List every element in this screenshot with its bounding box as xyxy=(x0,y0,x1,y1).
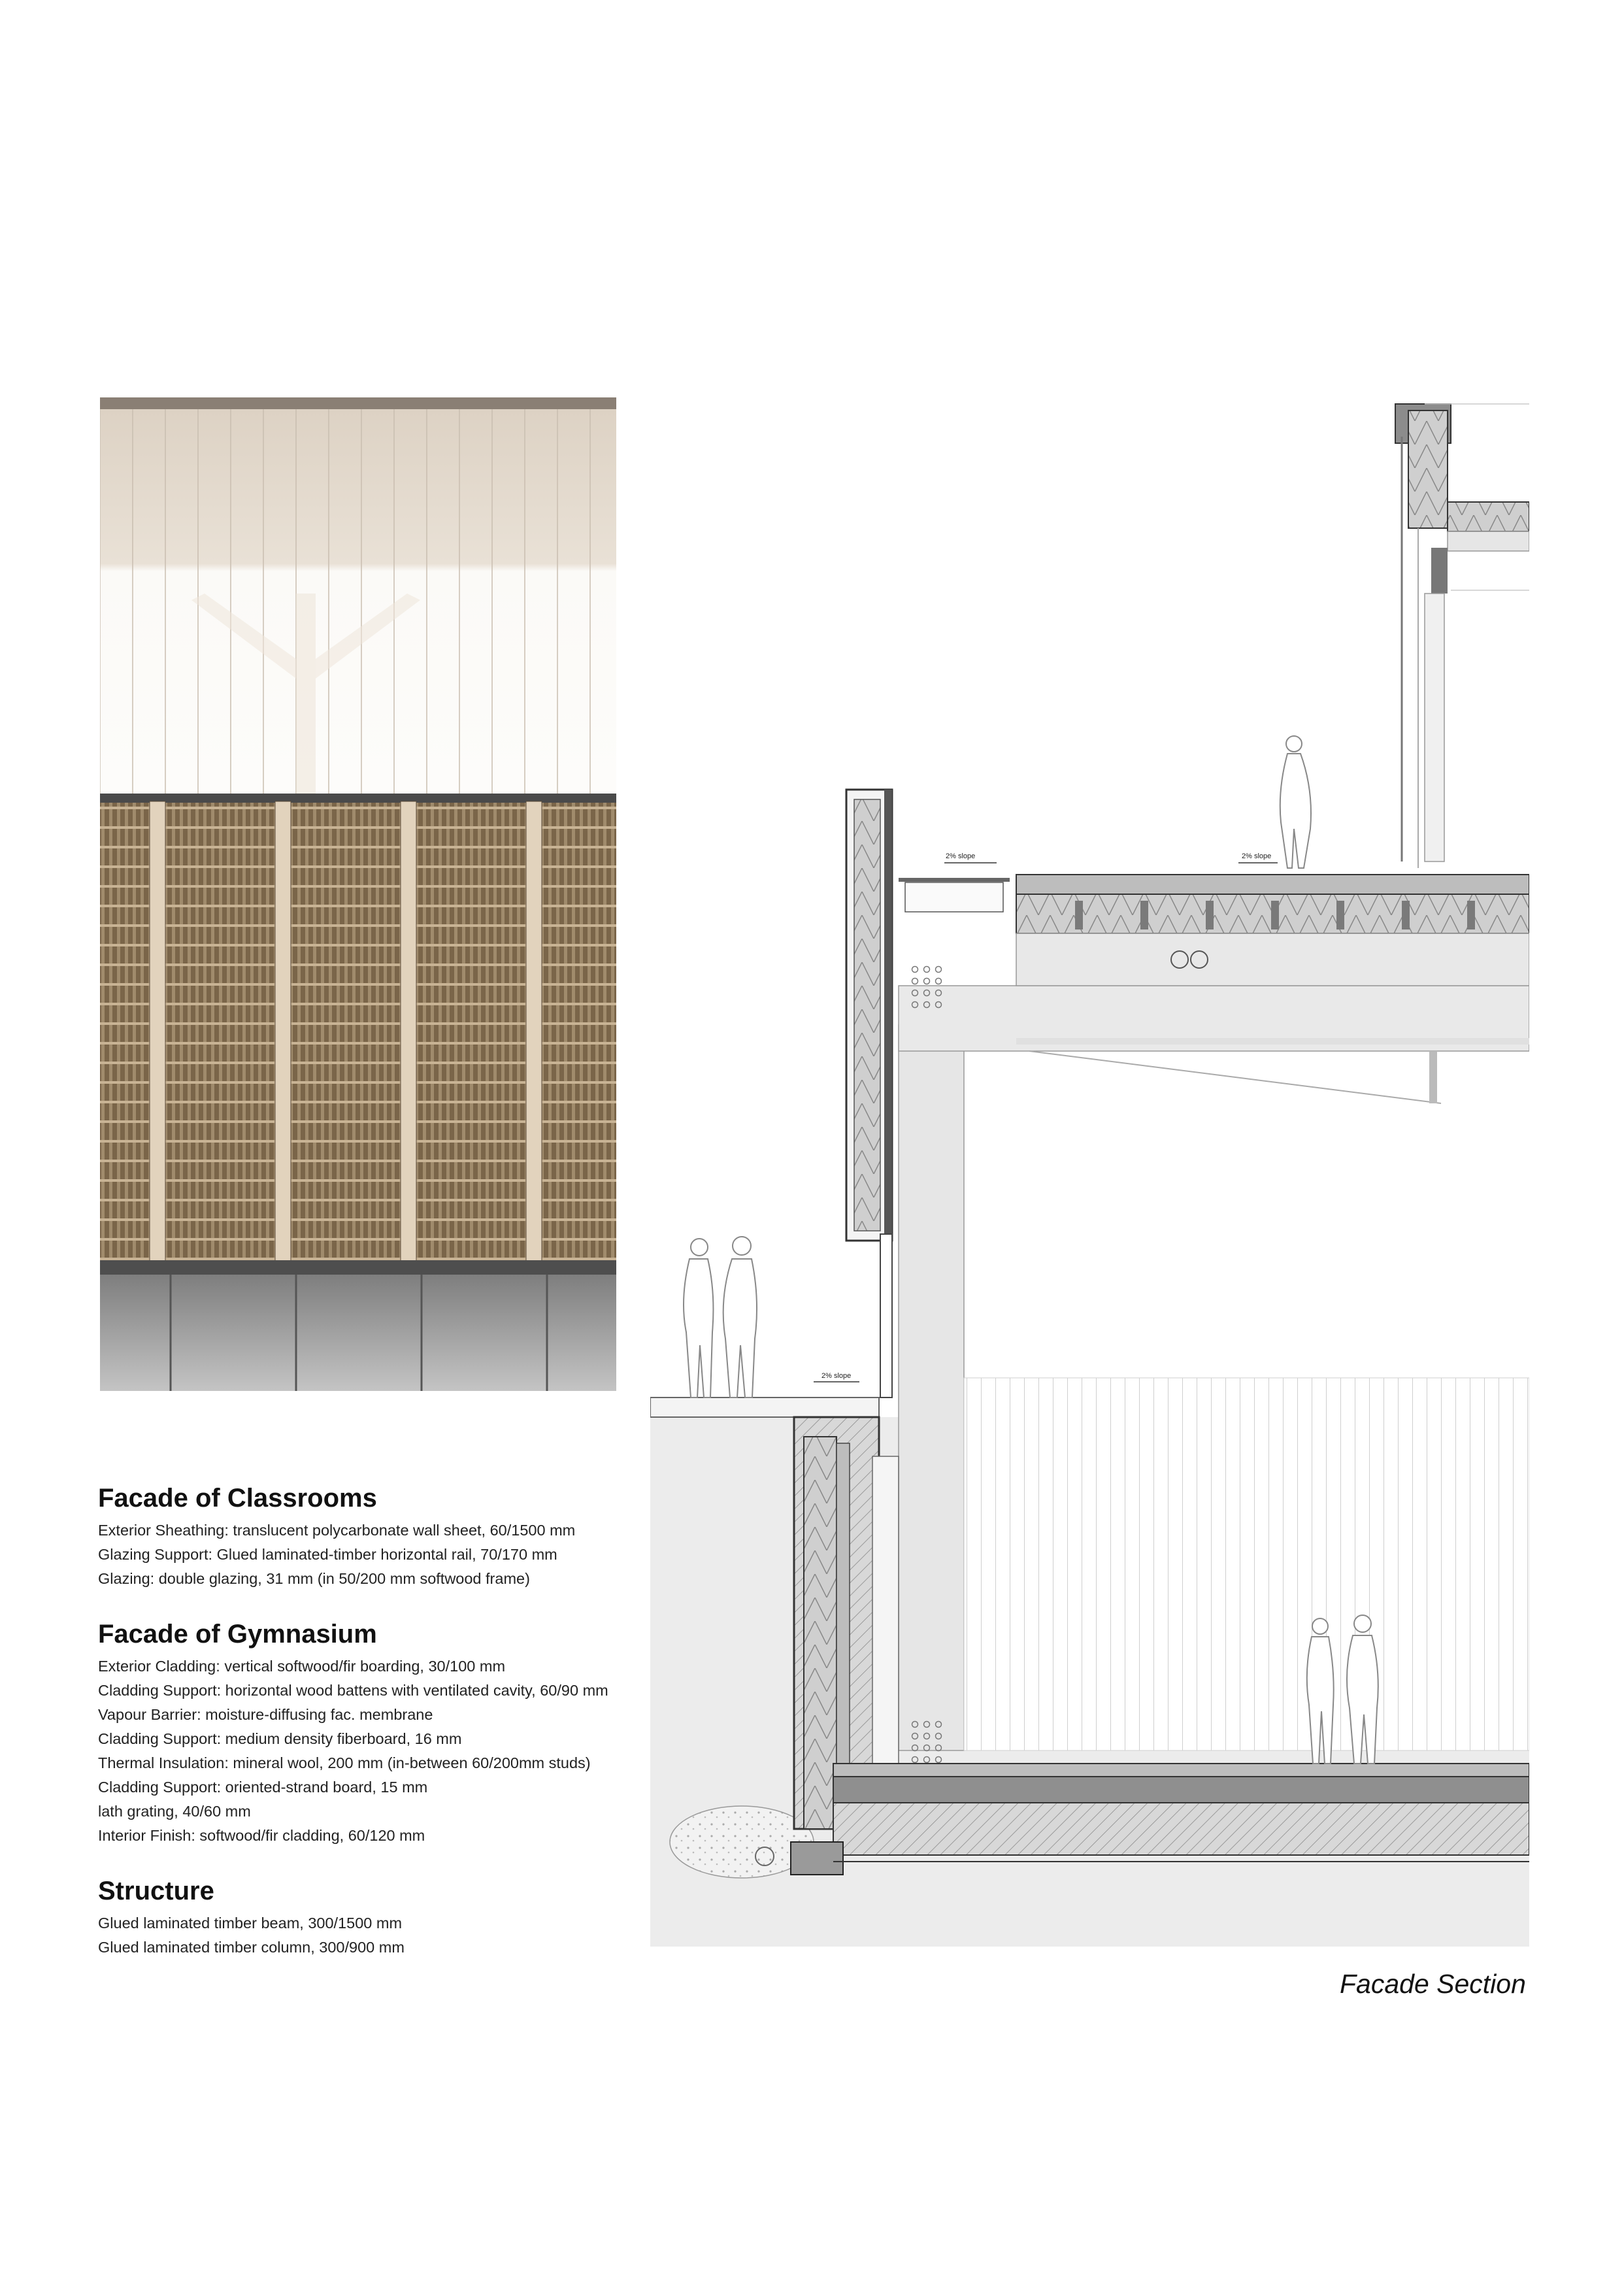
skylight-curb xyxy=(905,882,1003,912)
floor-screed xyxy=(833,1777,1529,1803)
roof-joist xyxy=(1336,901,1344,929)
upper-wall xyxy=(1408,410,1448,528)
person-roof-icon xyxy=(1280,736,1311,868)
wall-insulation xyxy=(804,1437,837,1829)
timber-column xyxy=(526,801,542,1262)
elevation-drawing xyxy=(100,397,616,1391)
roof-joist xyxy=(1075,901,1083,929)
notes-gymnasium xyxy=(98,1620,686,1848)
upper-slab xyxy=(1448,502,1529,531)
bolt-icon xyxy=(912,979,918,984)
bolt-icon xyxy=(924,967,930,973)
roof-edge xyxy=(100,397,616,409)
slope-label-3: 2% slope xyxy=(821,1372,852,1380)
facade-section xyxy=(650,397,1529,1947)
bolt-icon xyxy=(936,979,942,984)
bolt-icon xyxy=(912,967,918,973)
bolt-icon xyxy=(924,979,930,984)
panel-insulation xyxy=(854,799,880,1231)
structure-shadow xyxy=(296,594,316,796)
person-gym-a-icon xyxy=(1307,1618,1334,1764)
drawing-caption: Facade Section xyxy=(1340,1969,1526,1999)
heading-classrooms: Facade of Classrooms xyxy=(98,1484,377,1513)
upper-column xyxy=(1425,594,1444,862)
spec-line: Interior Finish: softwood/fir cladding, 60/120 mm xyxy=(98,1827,425,1844)
slope-label-2: 2% slope xyxy=(1242,852,1272,860)
roof-joist xyxy=(1271,901,1279,929)
spec-line: Thermal Insulation: mineral wool, 200 mm (in-between 60/200mm studs) xyxy=(98,1754,591,1771)
spec-line: lath grating, 40/60 mm xyxy=(98,1803,251,1820)
spec-line: Cladding Support: horizontal wood battens with ventilated cavity, 60/90 mm xyxy=(98,1682,608,1699)
glazing-strip xyxy=(880,1234,892,1398)
spec-line: Cladding Support: medium density fiberboard, 16 mm xyxy=(98,1730,462,1747)
roof-joist xyxy=(1467,901,1475,929)
floor-finish xyxy=(833,1764,1529,1777)
upper-bracket xyxy=(1431,548,1448,594)
slope-label-1: 2% slope xyxy=(946,852,976,860)
section-drawing xyxy=(650,397,1529,1947)
footing xyxy=(791,1842,843,1875)
plinth-cap xyxy=(100,1260,616,1275)
outdoor-paving xyxy=(650,1398,879,1417)
facade-elevation xyxy=(100,397,616,1391)
spec-line: Exterior Sheathing: translucent polycarbonate wall sheet, 60/1500 mm xyxy=(98,1522,576,1539)
timber-column xyxy=(401,801,416,1262)
roof-edge-flashing xyxy=(899,878,1010,882)
concrete-plinth xyxy=(100,1275,616,1391)
heading-gymnasium: Facade of Gymnasium xyxy=(98,1620,377,1649)
timber-column xyxy=(150,801,165,1262)
spec-line: Vapour Barrier: moisture-diffusing fac. membrane xyxy=(98,1706,433,1723)
roof-joist xyxy=(1206,901,1214,929)
panel-frame xyxy=(884,790,892,1241)
upper-ceiling xyxy=(1448,531,1529,551)
person-outdoor-b-icon xyxy=(723,1237,757,1398)
spec-line: Exterior Cladding: vertical softwood/fir boarding, 30/100 mm xyxy=(98,1658,506,1675)
specification-notes xyxy=(98,1484,686,1988)
roof-ceiling xyxy=(1016,933,1529,986)
glulam-column xyxy=(899,1025,964,1750)
spec-line: Cladding Support: oriented-strand board, 15 mm xyxy=(98,1779,428,1796)
tie-rod xyxy=(1029,1051,1441,1103)
floor-slab xyxy=(833,1803,1529,1855)
notes-structure xyxy=(98,1877,686,1960)
polycarbonate-sheathing xyxy=(100,409,616,795)
spec-line: Glued laminated timber column, 300/900 mm xyxy=(98,1939,405,1956)
person-outdoor-a-icon xyxy=(684,1239,713,1398)
roof-membrane xyxy=(1016,875,1529,894)
spec-line: Glazing: double glazing, 31 mm (in 50/200 mm softwood frame) xyxy=(98,1570,530,1587)
timber-column xyxy=(275,801,291,1262)
beam-lower-line xyxy=(1016,1038,1529,1045)
roof-joist xyxy=(1402,901,1410,929)
bolt-icon xyxy=(936,967,942,973)
roof-joist xyxy=(1140,901,1148,929)
tie-hanger xyxy=(1429,1051,1437,1103)
heading-structure: Structure xyxy=(98,1877,214,1905)
notes-classrooms xyxy=(98,1484,686,1591)
spec-line: Glazing Support: Glued laminated-timber horizontal rail, 70/170 mm xyxy=(98,1546,557,1563)
interior-cladding xyxy=(964,1378,1529,1750)
spec-line: Glued laminated timber beam, 300/1500 mm xyxy=(98,1915,403,1932)
